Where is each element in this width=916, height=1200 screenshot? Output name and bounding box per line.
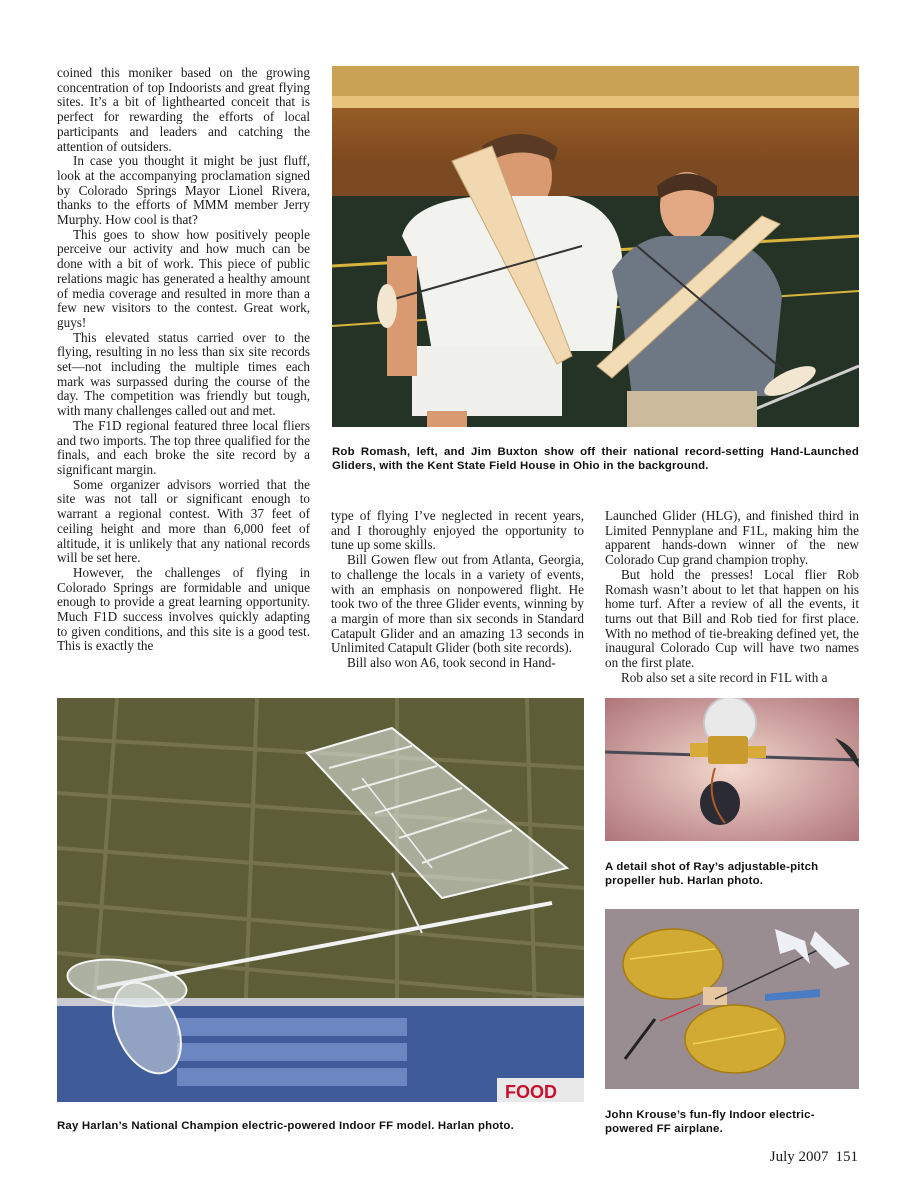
- col1-paragraph-3: This goes to show how positively people perceive our activity and how much can be done with a bit of work. This piece of public relations magic has generated a healthy amount of media coverage and resulted in more than a few new visitors to the contest. Great work, guys!: [57, 226, 310, 330]
- col3-paragraph-1: Launched Glider (HLG), and finished third in Limited Pennyplane and F1L, making him the apparent hands-down winner of the new Colorado Cup grand champion trophy.: [605, 508, 859, 568]
- page-number: 151: [835, 1149, 858, 1165]
- col1-paragraph-1: coined this moniker based on the growing concentration of top Indoorists and great flying sites. It’s a bit of lighthearted conceit that is perfect for rewarding the efforts of local participants and leaders and catching the attention of outsiders.: [57, 65, 310, 154]
- photo-indoor-ff-model: [57, 698, 584, 1102]
- col1-paragraph-7: However, the challenges of flying in Colorado Springs are formidable and unique enough to provide a great learning opportunity. Much F1D success involves quickly adapting to given conditions, and this site is a good test. This is exactly the: [57, 564, 310, 654]
- col3-paragraph-3: Rob also set a site record in F1L with a: [621, 669, 828, 685]
- article-column-2: [331, 509, 584, 671]
- issue-date: July 2007: [769, 1149, 829, 1165]
- col1-paragraph-2: In case you thought it might be just fluff, look at the accompanying proclamation signed by Colorado Springs Mayor Lionel Rivera, thanks to the efforts of MMM member Jerry Murphy. How cool is that?: [57, 153, 310, 228]
- col2-paragraph-3: Bill also won A6, took second in Hand-: [347, 655, 556, 671]
- col1-paragraph-5: The F1D regional featured three local fliers and two imports. The top three qualified for the finals, and each broke the site record by a significant margin.: [57, 417, 310, 477]
- col1-paragraph-6: Some organizer advisors worried that the site was not tall or significant enough to warrant a regional contest. With 37 feet of ceiling height and more than 6,000 feet of altitude, it is unlikely that any national records will be set here.: [57, 476, 310, 566]
- col2-paragraph-1: type of flying I’ve neglected in recent years, and I thoroughly enjoyed the opportunity to tune up some skills.: [331, 508, 584, 553]
- photo-krouse-airplane: [605, 909, 859, 1089]
- article-column-1: [57, 66, 310, 654]
- col3-paragraph-2: But hold the presses! Local flier Rob Romash wasn’t about to let that happen on his home turf. After a review of all the events, it turns out that Bill and Rob tied for first place. With no method of tie-breaking defined yet, the inaugural Colorado Cup will have two names on the first plate.: [605, 566, 859, 671]
- caption-indoor-ff-model: Ray Harlan’s National Champion electric-powered Indoor FF model. Harlan photo.: [57, 1120, 514, 1132]
- caption-propeller-hub: A detail shot of Ray’s adjustable-pitch propeller hub. Harlan photo.: [605, 861, 819, 887]
- col1-paragraph-4: This elevated status carried over to the flying, resulting in no less than six site records set—not including the multiple times each mark was surpassed during the course of the day. The competition was friendly but tough, with many challenges called out and met.: [57, 329, 310, 419]
- photo-glider-fliers: [332, 66, 859, 427]
- article-column-3: [605, 509, 859, 685]
- caption-glider-fliers: Rob Romash, left, and Jim Buxton show off their national record-setting Hand-Launched Gliders, with the Kent State Field House in Ohio in the background.: [332, 446, 859, 472]
- caption-krouse-airplane: John Krouse’s fun-fly Indoor electric-powered FF airplane.: [605, 1109, 815, 1135]
- col2-paragraph-2: Bill Gowen flew out from Atlanta, Georgia, to challenge the locals in a variety of events, with an emphasis on nonpowered flight. He took two of the three Glider events, winning by a margin of more than six seconds in Standard Catapult Glider and an amazing 13 seconds in Unlimited Catapult Glider (both site records).: [331, 552, 584, 656]
- food-sign: FOOD: [505, 1082, 557, 1102]
- page-folio: [770, 1149, 858, 1166]
- photo-propeller-hub: [605, 698, 859, 841]
